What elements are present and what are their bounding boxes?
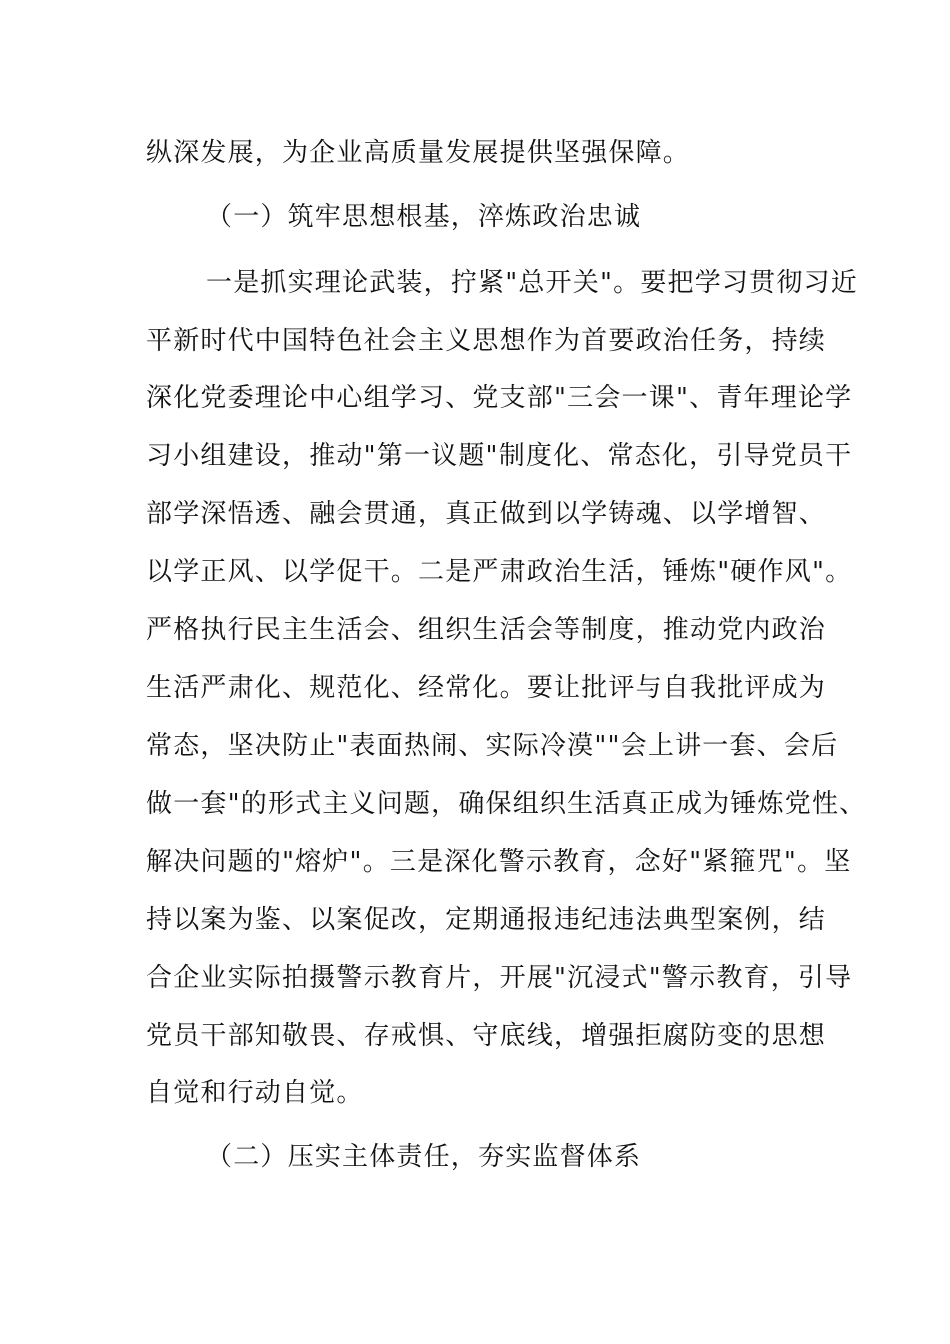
section-heading-1: （一）筑牢思想根基，淬炼政治忠诚 (206, 202, 642, 232)
paragraph-line: 严格执行民主生活会、组织生活会等制度，推动党内政治 (146, 615, 827, 645)
paragraph-line: 以学正风、以学促干。二是严肃政治生活，锤炼"硬作风"。 (146, 557, 853, 587)
paragraph-line: 合企业实际拍摄警示教育片，开展"沉浸式"警示教育，引导 (146, 963, 853, 993)
section-heading-2: （二）压实主体责任，夯实监督体系 (206, 1142, 642, 1172)
paragraph-line: 深化党委理论中心组学习、党支部"三会一课"、青年理论学 (146, 383, 853, 413)
paragraph-line: 党员干部知敬畏、存戒惧、守底线，增强拒腐防变的思想 (146, 1021, 827, 1051)
paragraph-line: 平新时代中国特色社会主义思想作为首要政治任务，持续 (146, 326, 827, 356)
paragraph-line: 自觉和行动自觉。 (146, 1078, 364, 1108)
paragraph-line: 生活严肃化、规范化、经常化。要让批评与自我批评成为 (146, 673, 827, 703)
paragraph-line: 一是抓实理论武装，拧紧"总开关"。要把学习贯彻习近 (206, 268, 858, 298)
paragraph-line: 纵深发展，为企业高质量发展提供坚强保障。 (146, 138, 691, 168)
paragraph-line: 做一套"的形式主义问题，确保组织生活真正成为锤炼党性、 (146, 789, 867, 819)
paragraph-line: 解决问题的"熔炉"。三是深化警示教育，念好"紧箍咒"。坚 (146, 847, 852, 877)
paragraph-line: 持以案为鉴、以案促改，定期通报违纪违法典型案例，结 (146, 905, 827, 935)
paragraph-line: 习小组建设，推动"第一议题"制度化、常态化，引导党员干 (146, 441, 853, 471)
paragraph-line: 常态，坚决防止"表面热闹、实际冷漠""会上讲一套、会后 (146, 731, 839, 761)
paragraph-line: 部学深悟透、融会贯通，真正做到以学铸魂、以学增智、 (146, 499, 827, 529)
